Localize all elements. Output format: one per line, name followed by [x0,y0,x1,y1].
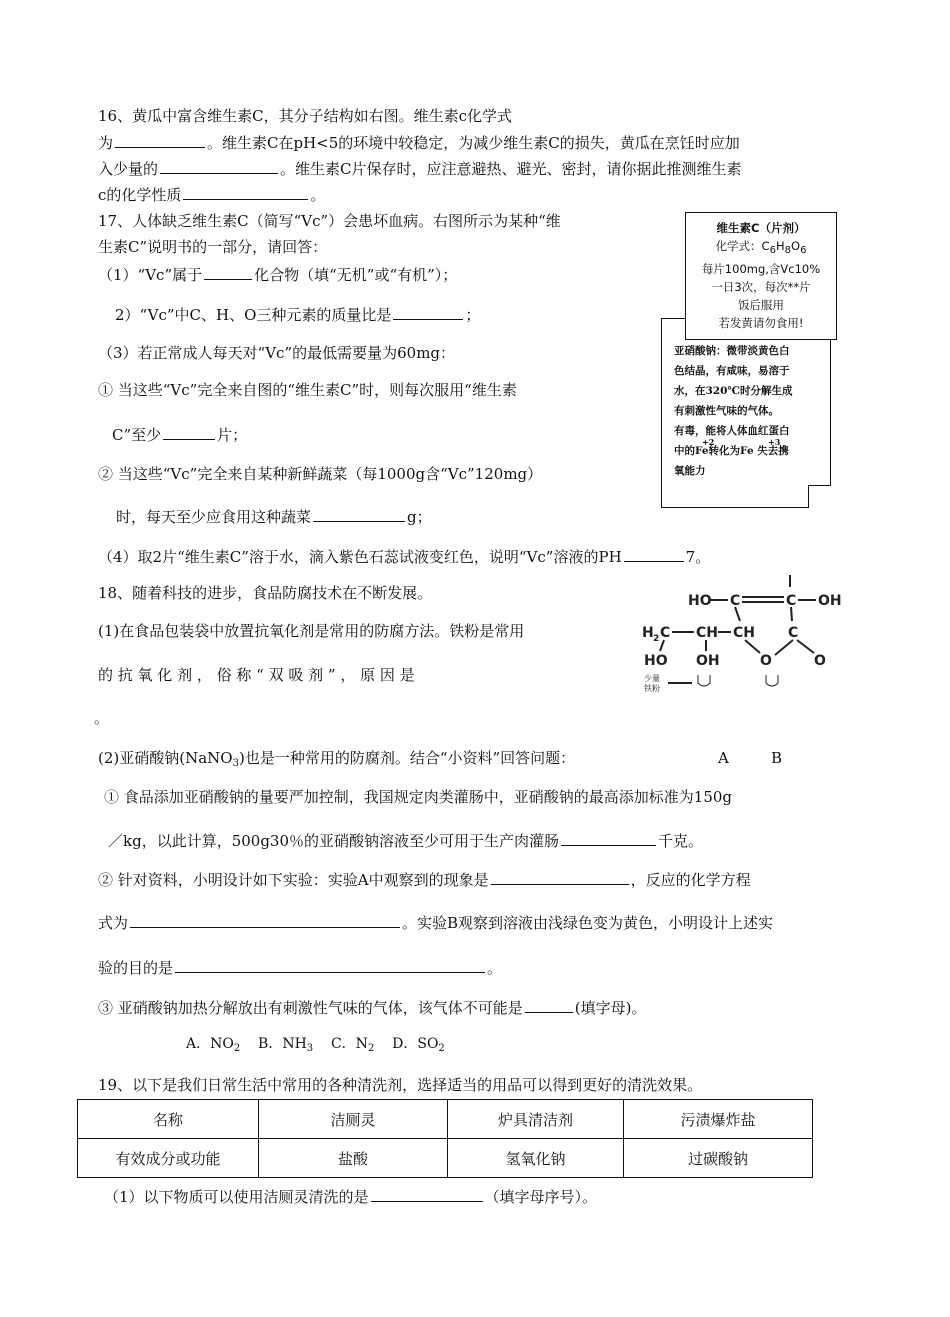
molecule-text: C [660,625,671,641]
experiment-a-label: A [718,749,729,767]
answer-blank[interactable] [130,911,400,928]
q18-c2e [98,956,502,979]
q17-calc2a: ② 当这些“Vc”完全来自某种新鲜蔬菜（每1000g含“Vc”120mg） [98,465,543,483]
table-cell: 过碳酸钠 [624,1139,813,1178]
info-line: 色结晶，有咸味，易溶于 [674,365,790,377]
label-formula: 化学式：C6H8O6 [715,239,807,256]
q16-line2 [98,131,740,154]
table-cell: 盐酸 [259,1139,448,1178]
q18-c2c [98,911,773,934]
molecule-text: H [642,625,654,641]
table-cell: 名称 [78,1100,259,1139]
q18-text: ③ 亚硝酸钠加热分解放出有刺激性气味的气体，该气体不可能是 [98,999,523,1017]
q17-text: C”至少 [112,426,162,444]
molecule-text: 2 [653,634,660,644]
answer-blank[interactable] [561,829,656,846]
table-cell: 氢氧化钠 [448,1139,624,1178]
answer-blank[interactable] [115,131,205,148]
q18-p1a: (1)在食品包装袋中放置抗氧化剂是常用的防腐方法。铁粉是常用 [98,622,525,640]
q16-line1: 16、黄瓜中富含维生素C，其分子结构如右图。维生素c化学式 [98,107,512,125]
q17-calc1b [112,423,247,446]
q18-text: 千克。 [658,832,704,850]
q19-line1: 19、以下是我们日常生活中常用的各种清洗剂，选择适当的用品可以得到更好的清洗效果。 [98,1076,703,1094]
q18-text: 式为 [98,914,129,932]
q17-line2: 生素C”说明书的一部分，请回答： [98,238,328,256]
molecule-text: 铁粉 [644,684,660,693]
q18-line1: 18、随着科技的进步，食品防腐技术在不断发展。 [98,584,433,602]
q17-line1: 17、人体缺乏维生素C（简写“Vc”）会患坏血病。右图所示为某种“维 [98,212,561,230]
info-line: 有毒，能将人体血红蛋白 [674,425,790,437]
molecule-text: OH [818,593,842,609]
molecule-text: C [786,593,797,609]
answer-blank[interactable] [183,183,308,200]
q16-text: 。维生素C在pH<5的环境中较稳定，为减少维生素C的损失，黄瓜在烹饪时应加 [207,134,740,152]
q16-text: 入少量的 [98,160,159,178]
q16-text: c的化学性质 [98,186,182,204]
table-cell: 炉具清洁剂 [448,1100,624,1139]
vitamin-c-structure [640,565,855,695]
q17-part4 [98,545,710,568]
info-line: 有刺激性气味的气体。 [674,405,779,417]
q17-text: （1）“Vc”属于 [98,266,203,284]
vitamin-c-label [685,212,837,340]
label-title: 维生素C（片剂） [716,221,806,235]
experiment-b-label: B [771,749,783,767]
molecule-text: OH [696,653,720,669]
oxidation-state: +2 [702,437,715,447]
molecule-text: C [730,593,741,609]
q18-text: ② 针对资料，小明设计如下实验：实验A中观察到的现象是 [98,871,489,889]
q17-part1 [98,263,457,286]
nitrite-info-note [661,318,831,508]
table-row [78,1100,813,1139]
q16-line4 [98,183,325,206]
option-c[interactable]: C．$N_2$ [330,1036,375,1054]
q16-line3 [98,157,742,180]
answer-blank[interactable] [204,263,252,280]
molecule-text: 少量 [644,674,660,683]
q18-text: 。 [487,959,503,977]
q18-p1b: 的 抗 氧 化 剂 ， 俗 称 “ 双 吸 剂 ” ， 原 因 是 [98,666,415,684]
answer-blank[interactable] [491,868,629,885]
molecule-text: HO [688,593,712,609]
q18-p1c: 。 [94,709,110,727]
info-line: 水，在320℃时分解生成 [674,385,793,397]
q17-text: ； [465,306,481,324]
table-cell: 污渍爆炸盐 [624,1100,813,1139]
q17-text: 化合物（填“无机”或“有机”）； [254,266,458,284]
answer-blank[interactable] [313,505,405,522]
q18-text: 。实验B观察到溶液由浅绿色变为黄色，小明设计上述实 [402,914,774,932]
q18-c1b [108,829,703,852]
table-cell: 洁厕灵 [259,1100,448,1139]
label-line: 每片100mg,含Vc10% [701,262,821,276]
q17-text: 2）“Vc”中C、H、O三种元素的质量比是 [115,306,392,324]
molecule-text: O [814,653,826,669]
q17-part3: （3）若正常成人每天对“Vc”的最低需要量为60mg： [98,344,456,362]
q18-c2a [98,868,751,891]
table-row [78,1139,813,1178]
answer-blank[interactable] [525,996,573,1013]
q16-text: 为 [98,134,114,152]
q17-text: 7。 [685,548,711,566]
q17-text: 片； [217,426,248,444]
molecule-text: C [788,625,799,641]
q18-text: (填字母)。 [574,999,647,1017]
beaker-a-icon [698,675,710,686]
q19-text: （填字母序号）。 [484,1188,598,1206]
answer-blank[interactable] [393,303,463,320]
info-line: 亚硝酸钠：微带淡黄色白 [674,345,790,357]
molecule-text: CH [696,625,718,641]
answer-blank[interactable] [371,1185,483,1202]
label-line: 饭后服用 [738,298,784,312]
q17-text: （4）取2片“维生素C”溶于水，滴入紫色石蕊试液变红色，说明“Vc”溶液的PH [98,548,622,566]
q18-text: ／kg，以此计算，500g30％的亚硝酸钠溶液至少可用于生产肉灌肠 [108,832,560,850]
info-line: 中的Fe转化为Fe 失去携 [674,445,789,457]
option-b[interactable]: B．$NH_3$ [258,1036,314,1054]
q18-options [186,1033,445,1060]
beaker-b-icon [766,675,778,686]
info-line-fe [674,437,822,461]
molecule-text: HO [644,653,668,669]
q17-part2 [115,303,480,326]
answer-blank[interactable] [175,956,485,973]
q18-text: ，反应的化学方程 [630,871,751,889]
q18-c3 [98,996,647,1019]
q17-text: g； [407,508,432,526]
q17-calc2b [116,505,432,528]
cleaner-table [77,1099,813,1178]
option-a[interactable]: A．$NO_2$ [186,1036,241,1054]
q17-calc1a: ① 当这些“Vc”完全来自图的“维生素C”时，则每次服用“维生素 [98,381,517,399]
molecule-text: O [760,653,772,669]
q18-text: 验的目的是 [98,959,174,977]
option-d[interactable]: D．$SO_2$ [392,1036,445,1054]
answer-blank[interactable] [160,157,278,174]
answer-blank[interactable] [163,423,215,440]
q19-text: （1）以下物质可以使用洁厕灵清洗的是 [104,1188,369,1206]
oxidation-state: +3 [768,437,781,447]
answer-blank[interactable] [624,545,684,562]
q16-text: 。 [310,186,326,204]
page-fold-icon [808,485,831,508]
q18-p2 [98,747,575,775]
q18-c1a: ① 食品添加亚硝酸钠的量要严加控制，我国规定肉类灌肠中，亚硝酸钠的最高添加标准为150g [104,788,733,806]
q19-p1 [104,1185,597,1208]
table-cell: 有效成分或功能 [78,1139,259,1178]
q17-text: 时，每天至少应食用这种蔬菜 [116,508,312,526]
label-line: 若发黄请勿食用! [718,316,804,330]
q16-text: 。维生素C片保存时，应注意避热、避光、密封，请你据此推测维生素 [280,160,742,178]
q18-text: (2)亚硝酸钠(NaNO$_3$)也是一种常用的防腐剂。结合“小资料”回答问题： [98,749,576,769]
molecule-text: CH [733,625,755,641]
info-line: 氧能力 [674,465,706,477]
label-line: 一日3次，每次**片 [711,280,811,294]
